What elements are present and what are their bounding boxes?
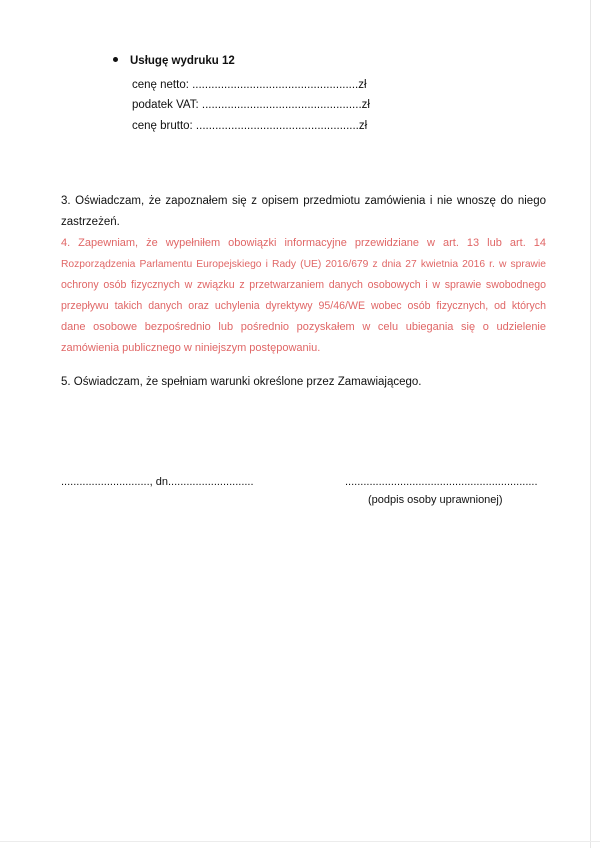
net-price-line: cenę netto: ....................................................zł: [132, 79, 367, 91]
statement-4-line: 4. Zapewniam, że wypełniłem obowiązki informacyjne przewidziane w art. 13 lub art. 14: [61, 237, 546, 249]
signature-line: ...............................................................: [345, 476, 538, 488]
service-heading-text: Usługę wydruku 12: [130, 55, 235, 67]
gross-price-line: cenę brutto: ...................................................zł: [132, 120, 368, 132]
statement-4-line: ochrony osób fizycznych w związku z przetwarzaniem danych osobowych i w sprawie swobodnego: [61, 279, 546, 291]
statement-4-line: zamówienia publicznego w niniejszym postępowaniu.: [61, 342, 321, 354]
statement-4-line: przepływu takich danych oraz uchylenia dyrektywy 95/46/WE wobec osób fizycznych, od których: [61, 300, 546, 312]
statement-4-line: Rozporządzenia Parlamentu Europejskiego i Rady (UE) 2016/679 z dnia 27 kwietnia 2016 r. w sprawie: [61, 259, 546, 270]
bullet-icon: [113, 57, 118, 62]
statement-5: 5. Oświadczam, że spełniam warunki określone przez Zamawiającego.: [61, 376, 422, 388]
signature-caption: (podpis osoby uprawnionej): [368, 494, 503, 506]
service-heading: [113, 55, 235, 67]
statement-3-line: 3. Oświadczam, że zapoznałem się z opisem przedmiotu zamówienia i nie wnoszę do niego: [61, 195, 546, 207]
statement-3-line: zastrzeżeń.: [61, 216, 120, 228]
statement-4: [61, 233, 546, 359]
vat-line: podatek VAT: ..................................................zł: [132, 99, 370, 111]
statement-4-line: dane osobowe bezpośrednio lub pośrednio pozyskałem w celu ubiegania się o udzielenie: [61, 321, 546, 333]
page-edge-bottom: [0, 841, 600, 842]
page-edge-right: [590, 0, 591, 848]
statement-3: [61, 191, 546, 233]
place-date-line: ............................., dn............................: [61, 476, 254, 488]
